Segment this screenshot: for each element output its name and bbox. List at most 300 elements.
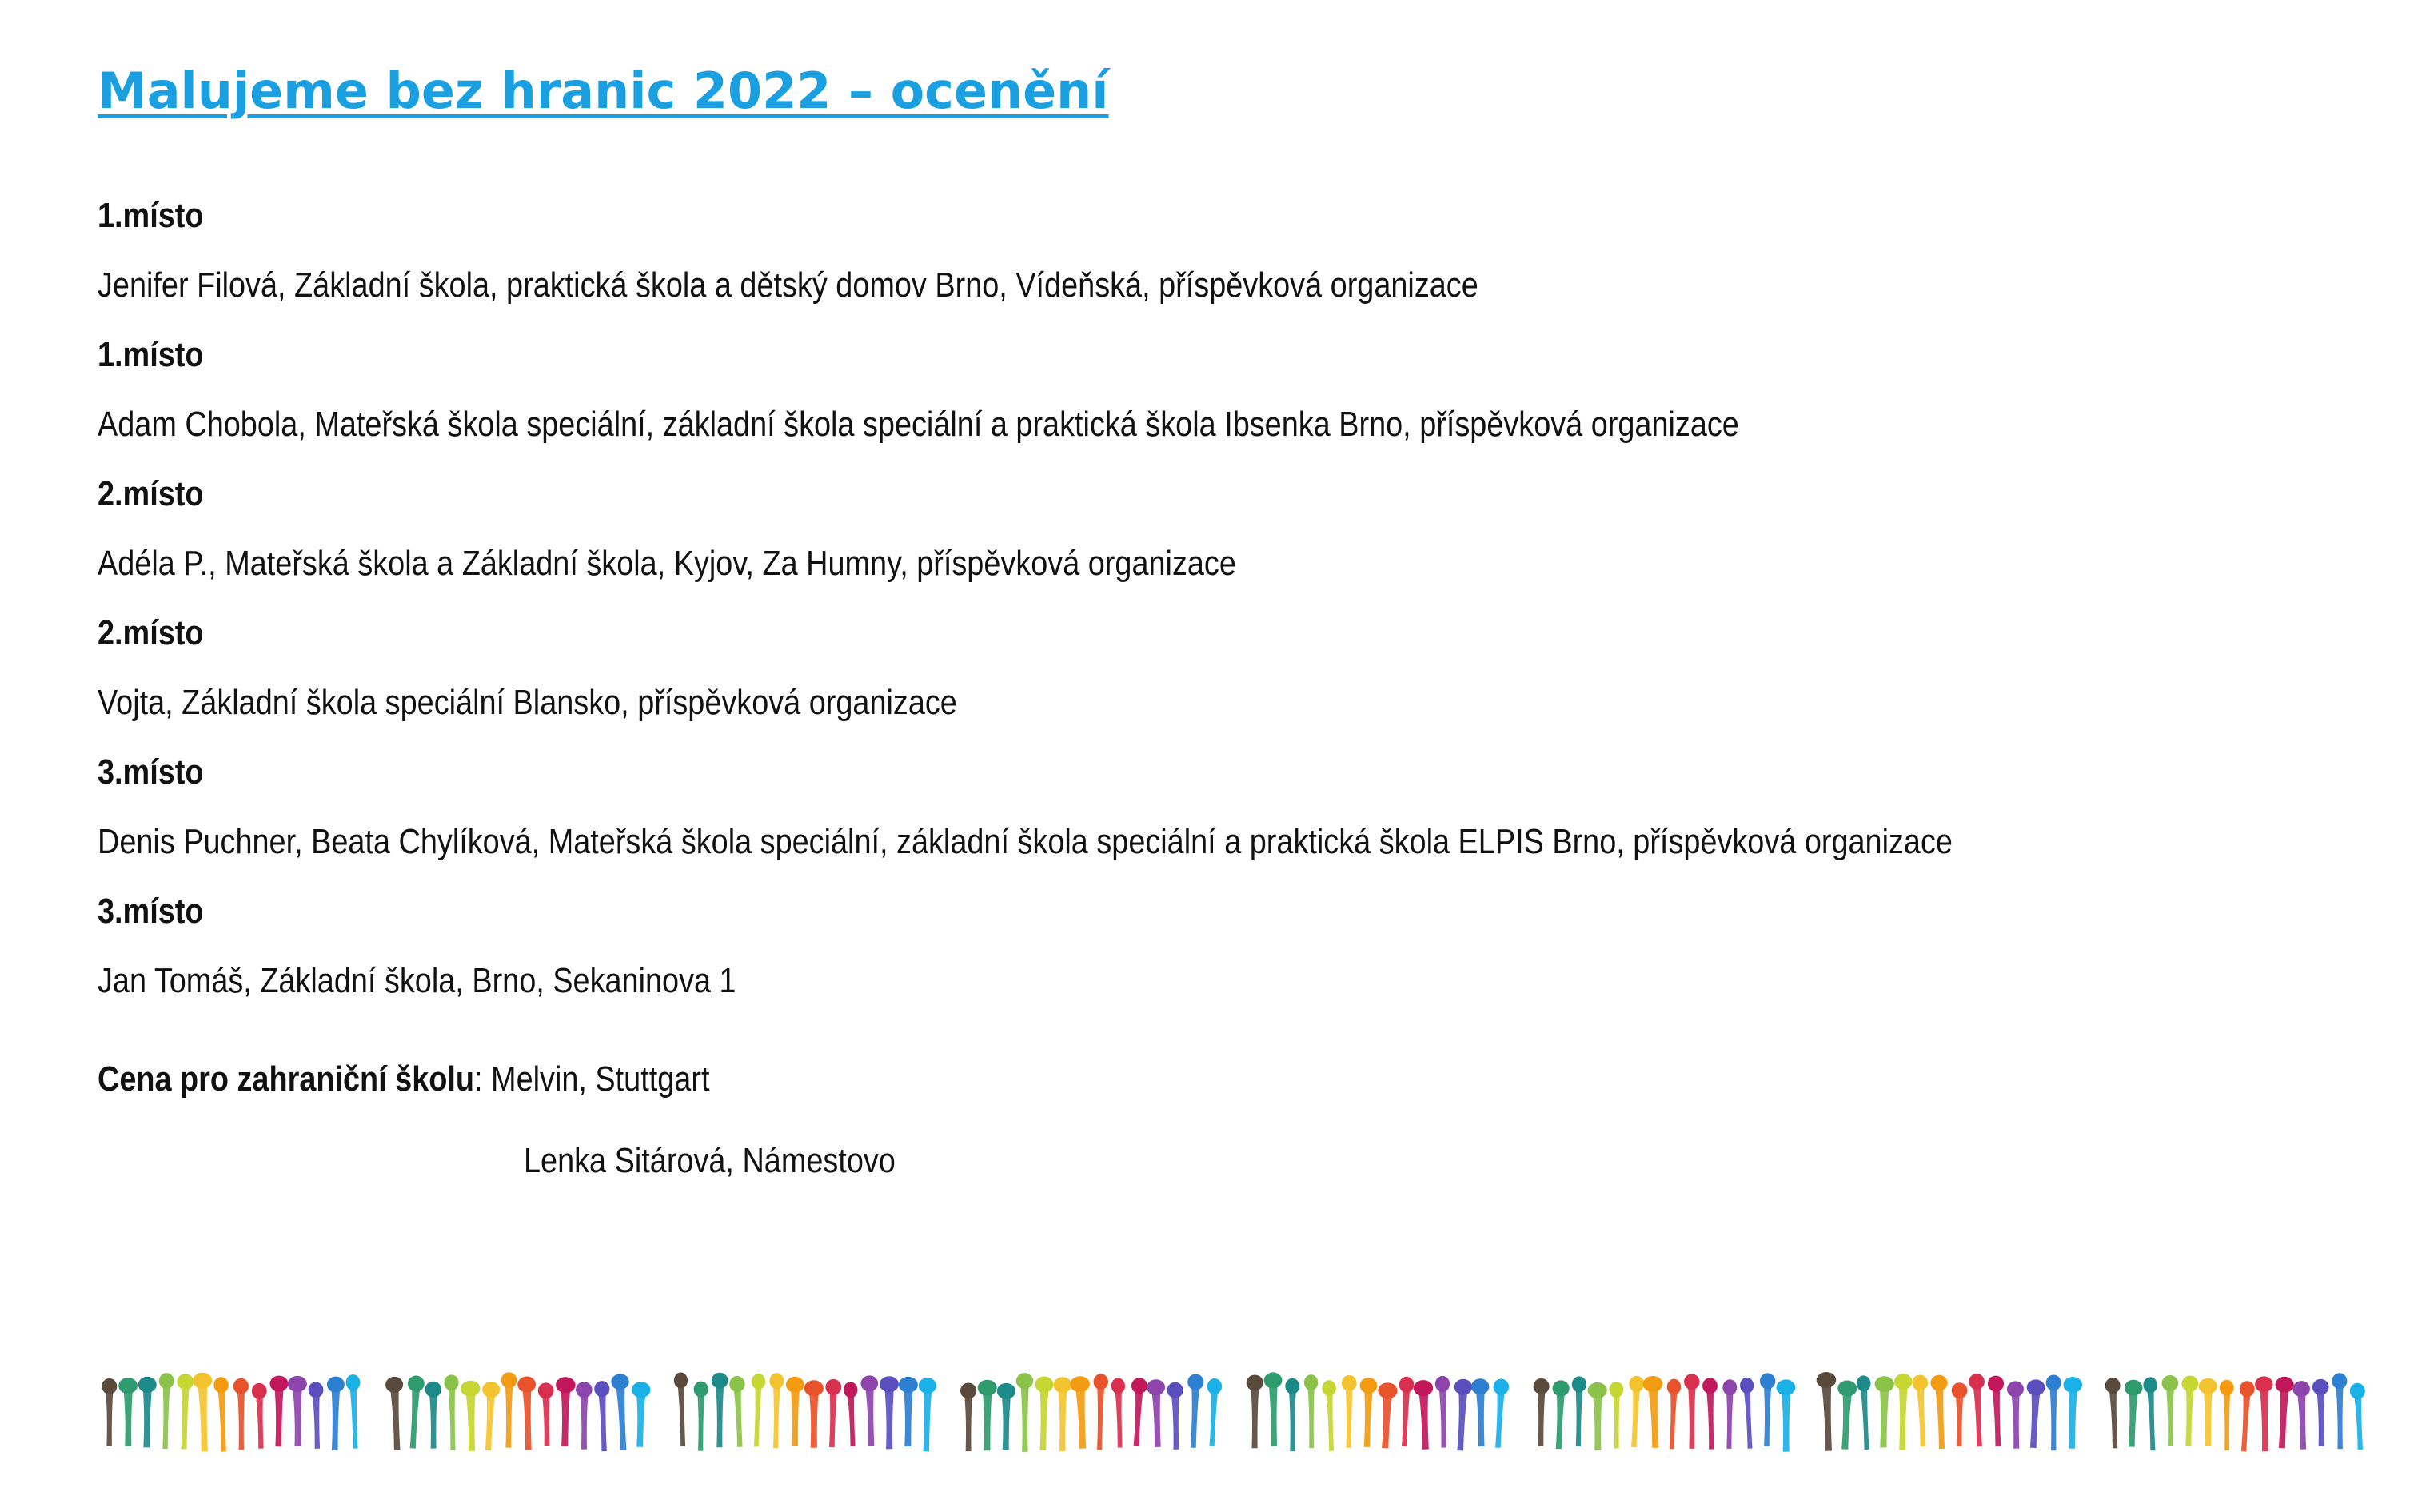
brush-stroke-mark — [2123, 1379, 2143, 1447]
brush-stroke-head — [1930, 1374, 1948, 1391]
brush-stroke-mark — [1609, 1382, 1623, 1448]
brush-stroke-mark — [1988, 1375, 2007, 1446]
award-winner: Jenifer Filová, Základní škola, praktická škola a dětský domov Brno, Vídeňská, příspěvková organizace — [98, 265, 1478, 305]
brush-stroke-head — [1131, 1378, 1148, 1394]
brush-stroke-body — [716, 1381, 724, 1448]
brush-stroke-head — [2220, 1380, 2234, 1396]
brush-stroke-head — [729, 1376, 745, 1393]
brush-stroke-mark — [1533, 1378, 1550, 1446]
brush-stroke-mark — [345, 1374, 362, 1449]
brush-stroke-mark — [824, 1379, 842, 1448]
brush-stroke-mark — [899, 1377, 918, 1446]
brush-stroke-head — [1776, 1379, 1795, 1395]
brush-stroke-head — [2199, 1378, 2217, 1394]
brush-stroke-head — [159, 1373, 174, 1389]
brush-stroke-body — [1307, 1382, 1315, 1448]
brush-stroke-mark — [517, 1376, 538, 1450]
foreign-prize-winner: Melvin, Stuttgart — [491, 1059, 710, 1099]
brush-stroke-body — [598, 1389, 608, 1451]
brush-stroke-mark — [729, 1376, 748, 1448]
brush-stroke-body — [1151, 1387, 1163, 1447]
brush-stroke-head — [712, 1373, 728, 1389]
brush-stroke-mark — [461, 1380, 482, 1451]
brush-stroke-head — [1894, 1374, 1913, 1390]
brush-stroke-mark — [269, 1376, 288, 1447]
brush-stroke-head — [1666, 1378, 1681, 1395]
brush-stroke-body — [1647, 1384, 1661, 1448]
brush-stroke-mark — [1304, 1374, 1319, 1448]
brush-stroke-head — [517, 1376, 536, 1393]
brush-stroke-head — [1534, 1378, 1550, 1394]
brush-stroke-head — [308, 1382, 323, 1398]
brush-stroke-mark — [102, 1378, 117, 1446]
brush-stroke-body — [1268, 1380, 1279, 1446]
brush-stroke-head — [1988, 1375, 2005, 1392]
brush-stroke-head — [1207, 1378, 1222, 1395]
brush-stroke-body — [1668, 1386, 1678, 1449]
brush-stroke-mark — [1912, 1374, 1931, 1446]
brush-stroke-head — [461, 1380, 481, 1397]
award-entry — [98, 598, 2376, 737]
brush-stroke-mark — [786, 1377, 804, 1446]
brush-stroke-mark — [1951, 1382, 1967, 1446]
brush-stroke-mark — [1263, 1372, 1283, 1446]
brush-stroke-head — [2332, 1373, 2347, 1389]
brush-stroke-head — [118, 1378, 138, 1394]
brush-stroke-head — [1285, 1378, 1299, 1394]
brush-stroke-head — [2007, 1381, 2024, 1397]
brush-stroke-mark — [1776, 1379, 1795, 1451]
brush-stroke-head — [233, 1378, 249, 1394]
brush-stroke-body — [1039, 1384, 1050, 1450]
brush-stroke-mark — [1969, 1374, 1988, 1447]
brush-stroke-body — [1132, 1386, 1143, 1446]
award-place: 1.místo — [98, 335, 204, 374]
brush-stroke-mark — [444, 1374, 461, 1450]
brush-stroke-mark — [1684, 1374, 1700, 1449]
brush-stroke-head — [2349, 1382, 2365, 1399]
brush-stroke-mark — [1642, 1375, 1666, 1448]
brush-stroke-body — [522, 1384, 533, 1450]
brush-stroke-mark — [480, 1382, 501, 1451]
brush-stroke-head — [482, 1382, 501, 1398]
brush-stroke-head — [1760, 1373, 1776, 1389]
brush-stroke-body — [847, 1390, 856, 1446]
brush-stroke-body — [2223, 1388, 2231, 1450]
brush-stroke-body — [2011, 1389, 2021, 1449]
brush-stroke-body — [1001, 1391, 1011, 1450]
brush-stroke-body — [697, 1390, 705, 1451]
brush-stroke-head — [1247, 1374, 1263, 1390]
brush-stroke-mark — [385, 1376, 406, 1450]
brush-stroke-body — [106, 1386, 114, 1446]
brush-stroke-body — [198, 1381, 210, 1452]
brush-stroke-body — [635, 1390, 646, 1447]
brush-stroke-mark — [1092, 1374, 1108, 1450]
brush-stroke-mark — [233, 1378, 249, 1450]
brush-stroke-body — [1345, 1383, 1353, 1448]
brush-stroke-mark — [2143, 1377, 2160, 1450]
brush-stroke-body — [903, 1385, 913, 1446]
brush-stroke-mark — [1111, 1378, 1127, 1448]
brush-stroke-head — [1493, 1378, 1510, 1395]
brush-stroke-mark — [594, 1381, 612, 1452]
brush-stroke-body — [1630, 1384, 1641, 1448]
brush-stroke-body — [1380, 1390, 1393, 1448]
brush-stroke-head — [843, 1382, 857, 1398]
brush-stroke-head — [385, 1376, 404, 1393]
brush-stroke-body — [2240, 1389, 2251, 1452]
brush-stroke-body — [982, 1388, 992, 1451]
brush-stroke-body — [292, 1384, 303, 1446]
brush-stroke-mark — [880, 1376, 900, 1449]
brush-stroke-head — [960, 1382, 976, 1398]
brush-stroke-mark — [1471, 1378, 1490, 1446]
brush-stroke-mark — [1054, 1377, 1072, 1451]
brush-stroke-body — [1973, 1382, 1984, 1447]
brush-stroke-mark — [2046, 1374, 2061, 1450]
brush-stroke-head — [213, 1377, 229, 1394]
brush-stroke-body — [1743, 1386, 1754, 1449]
award-entry — [98, 459, 2376, 598]
brush-stroke-body — [255, 1391, 265, 1449]
brush-stroke-head — [177, 1374, 194, 1390]
foreign-prize-separator: : — [474, 1059, 483, 1099]
brush-stroke-head — [1322, 1380, 1336, 1397]
brush-stroke-body — [2147, 1385, 2157, 1450]
brush-stroke-head — [1912, 1374, 1929, 1391]
brush-stroke-body — [964, 1390, 973, 1451]
brush-stroke-mark — [1016, 1373, 1034, 1452]
brush-stroke-body — [349, 1382, 360, 1449]
brush-stroke-body — [2203, 1386, 2213, 1446]
brush-stroke-head — [674, 1372, 688, 1389]
brush-stroke-body — [1860, 1383, 1870, 1450]
brush-stroke-body — [2029, 1387, 2041, 1448]
brush-stroke-head — [860, 1375, 878, 1392]
brush-stroke-body — [1189, 1382, 1199, 1448]
brush-stroke-mark — [2349, 1382, 2368, 1450]
brush-stroke-head — [786, 1377, 804, 1393]
brush-stroke-body — [389, 1385, 401, 1450]
brush-stroke-body — [753, 1382, 762, 1447]
brush-stroke-mark — [1873, 1376, 1894, 1448]
brush-stroke-mark — [1626, 1375, 1645, 1447]
brush-stroke-mark — [555, 1377, 575, 1446]
brush-stroke-head — [576, 1382, 593, 1398]
brush-stroke-head — [345, 1374, 361, 1391]
brush-stroke-head — [825, 1379, 841, 1395]
award-place: 2.místo — [98, 474, 204, 513]
award-winner: Adam Chobola, Mateřská škola speciální, základní škola speciální a praktická škola Ibsenka Brno, příspěvková organizace — [98, 405, 1739, 444]
brush-stroke-mark — [768, 1373, 784, 1448]
brush-stroke-head — [2063, 1377, 2082, 1393]
brush-stroke-mark — [750, 1374, 766, 1447]
brush-stroke-body — [2127, 1388, 2138, 1447]
brush-stroke-body — [884, 1384, 895, 1449]
brush-stroke-head — [804, 1380, 824, 1396]
brush-stroke-head — [252, 1382, 267, 1399]
brush-stroke-mark — [978, 1380, 997, 1451]
brush-stroke-mark — [1587, 1382, 1607, 1450]
brush-stroke-head — [1147, 1379, 1165, 1396]
brush-stroke-mark — [1759, 1373, 1776, 1446]
brush-stroke-head — [1263, 1372, 1282, 1388]
brush-stroke-body — [828, 1387, 837, 1447]
brush-stroke-head — [1054, 1377, 1072, 1393]
brush-stroke-body — [217, 1385, 228, 1452]
brush-stroke-head — [2046, 1374, 2061, 1390]
brush-stroke-head — [1359, 1378, 1377, 1394]
brush-stroke-head — [1856, 1375, 1871, 1392]
brush-stroke-body — [1095, 1382, 1104, 1450]
brush-stroke-mark — [252, 1382, 269, 1448]
brush-stroke-head — [769, 1373, 784, 1389]
brush-stroke-mark — [405, 1375, 425, 1449]
brush-stroke-body — [505, 1380, 513, 1447]
brush-stroke-mark — [631, 1382, 651, 1447]
brush-stroke-body — [2316, 1387, 2326, 1446]
brush-stroke-head — [1016, 1373, 1034, 1389]
brush-stroke-mark — [1167, 1382, 1184, 1450]
brush-stroke-body — [1289, 1386, 1297, 1452]
brush-stroke-mark — [1836, 1380, 1857, 1450]
brush-stroke-body — [808, 1388, 819, 1447]
brush-stroke-body — [677, 1380, 687, 1446]
brush-stroke-body — [142, 1385, 152, 1448]
brush-stroke-mark — [1740, 1377, 1758, 1449]
brush-stroke-mark — [1185, 1374, 1203, 1448]
brush-stroke-head — [193, 1372, 213, 1389]
brush-stroke-mark — [2025, 1379, 2045, 1448]
brush-stroke-body — [1781, 1387, 1791, 1451]
brush-stroke-mark — [1359, 1378, 1378, 1447]
brush-stroke-body — [1992, 1383, 2003, 1446]
brush-stroke-mark — [138, 1377, 157, 1448]
brush-stroke-body — [2165, 1383, 2175, 1446]
brush-stroke-body — [2049, 1382, 2057, 1450]
brush-stroke-body — [1554, 1388, 1566, 1449]
brush-stroke-head — [538, 1382, 554, 1398]
brush-stroke-head — [2255, 1376, 2273, 1392]
brush-stroke-mark — [1856, 1375, 1873, 1450]
brush-stroke-head — [1378, 1382, 1398, 1399]
brush-stroke-mark — [1285, 1378, 1299, 1452]
brush-stroke-body — [922, 1386, 932, 1451]
foreign-prize-winner: Lenka Sitárová, Námestovo — [524, 1141, 896, 1180]
brush-stroke-head — [1187, 1374, 1204, 1390]
brush-stroke-body — [484, 1390, 496, 1450]
brush-stroke-body — [274, 1384, 284, 1447]
brush-stroke-mark — [1702, 1378, 1719, 1450]
award-place: 1.místo — [98, 196, 204, 235]
brush-stroke-mark — [1722, 1379, 1738, 1449]
brush-stroke-mark — [308, 1382, 325, 1449]
brush-stroke-head — [632, 1382, 651, 1398]
brush-stroke-mark — [176, 1374, 194, 1450]
brush-stroke-body — [1418, 1388, 1431, 1450]
brush-stroke-head — [425, 1382, 442, 1398]
brush-stroke-body — [1075, 1384, 1088, 1449]
foreign-prize-line — [98, 1044, 709, 1114]
brush-stroke-mark — [213, 1377, 231, 1452]
brush-stroke-body — [123, 1386, 134, 1446]
brush-stroke-mark — [2105, 1378, 2122, 1449]
brush-stroke-mark — [158, 1373, 174, 1449]
brush-stroke-body — [1537, 1386, 1546, 1446]
brush-stroke-mark — [712, 1373, 728, 1448]
brush-stroke-head — [1435, 1376, 1450, 1392]
brush-stroke-mark — [611, 1374, 632, 1450]
brush-stroke-body — [1574, 1384, 1582, 1446]
brush-stroke-body — [330, 1385, 340, 1451]
brush-stroke-head — [408, 1375, 425, 1392]
brush-stroke-head — [1740, 1377, 1754, 1394]
brush-stroke-body — [1363, 1386, 1373, 1447]
brush-stroke-body — [541, 1390, 551, 1446]
brush-stroke-head — [594, 1381, 610, 1398]
brush-stroke-body — [772, 1381, 781, 1448]
brush-stroke-mark — [1665, 1378, 1681, 1449]
brush-stroke-head — [1093, 1374, 1108, 1390]
brush-stroke-mark — [1034, 1376, 1053, 1450]
brush-stroke-head — [1471, 1378, 1490, 1395]
award-winner: Denis Puchner, Beata Chylíková, Mateřská škola speciální, základní škola speciální a praktická škola ELPIS Brno, příspěvková organizace — [98, 822, 1953, 861]
document-title: Malujeme bez hranic 2022 – ocenění — [98, 62, 1109, 120]
brush-stroke-head — [1111, 1378, 1126, 1394]
award-place: 3.místo — [98, 752, 204, 792]
brush-stroke-body — [1456, 1386, 1468, 1450]
brush-stroke-mark — [1322, 1380, 1339, 1451]
brush-stroke-body — [1878, 1384, 1889, 1447]
brush-stroke-mark — [2062, 1377, 2082, 1449]
brush-stroke-mark — [1893, 1374, 1912, 1450]
brush-stroke-body — [409, 1383, 421, 1448]
brush-stroke-head — [1969, 1374, 1985, 1390]
brush-stroke-mark — [501, 1372, 517, 1447]
brush-stroke-mark — [538, 1382, 556, 1446]
brush-stroke-mark — [1413, 1380, 1435, 1450]
brush-stroke-head — [1629, 1375, 1645, 1392]
brush-stroke-head — [880, 1376, 899, 1392]
brush-stroke-mark — [693, 1382, 708, 1451]
brush-stroke-body — [465, 1389, 477, 1451]
brush-stroke-head — [2181, 1375, 2198, 1391]
brush-stroke-body — [616, 1382, 628, 1450]
brush-stroke-head — [1722, 1379, 1737, 1395]
brush-stroke-mark — [2236, 1381, 2255, 1452]
brush-stroke-body — [1916, 1382, 1927, 1446]
brush-stroke-head — [2143, 1377, 2157, 1394]
brush-stroke-head — [978, 1380, 997, 1396]
award-entry — [98, 320, 2376, 459]
brush-stroke-head — [2312, 1379, 2329, 1395]
brush-stroke-mark — [860, 1375, 880, 1446]
award-place: 3.místo — [98, 892, 204, 931]
brush-stroke-body — [2353, 1390, 2364, 1450]
brush-stroke-head — [2125, 1379, 2143, 1396]
brush-stroke-mark — [917, 1378, 936, 1452]
brush-stroke-mark — [1571, 1376, 1586, 1446]
brush-stroke-head — [1572, 1376, 1586, 1392]
foreign-prize-label: Cena pro zahraniční školu — [98, 1059, 475, 1099]
brush-stroke-head — [138, 1377, 157, 1393]
brush-stroke-body — [2277, 1385, 2289, 1449]
brush-stroke-body — [1058, 1385, 1067, 1451]
brush-stroke-mark — [2161, 1375, 2179, 1446]
brush-stroke-body — [1688, 1382, 1697, 1449]
brush-stroke-body — [1020, 1381, 1030, 1452]
brush-stroke-body — [180, 1382, 190, 1449]
brush-stroke-head — [611, 1374, 629, 1390]
brush-stroke-mark — [1397, 1377, 1414, 1446]
brush-stroke-body — [1840, 1388, 1852, 1450]
brush-stroke-body — [733, 1384, 744, 1447]
brush-stroke-mark — [2007, 1381, 2025, 1449]
brush-stroke-head — [327, 1376, 345, 1392]
brush-stroke-body — [2109, 1386, 2119, 1449]
brush-stroke-head — [288, 1376, 308, 1392]
award-entry — [98, 876, 2376, 1015]
brush-stroke-body — [1613, 1390, 1621, 1448]
brush-stroke-head — [1454, 1378, 1472, 1395]
award-winner: Jan Tomáš, Základní škola, Brno, Sekaninova 1 — [98, 961, 736, 1000]
brush-stroke-body — [1171, 1390, 1180, 1450]
paint-brush-stroke-border-icon — [0, 1359, 2426, 1471]
brush-stroke-head — [1304, 1374, 1319, 1390]
brush-stroke-mark — [1490, 1378, 1510, 1448]
brush-stroke-mark — [193, 1372, 215, 1452]
brush-stroke-mark — [2292, 1381, 2312, 1450]
brush-stroke-body — [790, 1385, 800, 1446]
brush-stroke-mark — [1816, 1372, 1838, 1451]
brush-stroke-mark — [2312, 1379, 2330, 1446]
brush-stroke-head — [752, 1374, 766, 1390]
brush-stroke-mark — [1070, 1376, 1093, 1450]
brush-stroke-mark — [118, 1378, 138, 1446]
brush-stroke-body — [560, 1385, 571, 1446]
brush-stroke-body — [865, 1383, 876, 1446]
brush-stroke-mark — [1435, 1376, 1451, 1448]
awards-list — [98, 181, 2376, 1015]
brush-stroke-head — [2292, 1381, 2310, 1398]
brush-stroke-head — [997, 1383, 1015, 1399]
brush-stroke-body — [1592, 1390, 1603, 1450]
award-place: 2.místo — [98, 613, 204, 652]
brush-stroke-head — [556, 1377, 576, 1393]
brush-stroke-head — [2026, 1379, 2045, 1396]
brush-stroke-mark — [2199, 1378, 2218, 1446]
brush-stroke-head — [1837, 1380, 1857, 1397]
brush-stroke-mark — [288, 1376, 309, 1446]
brush-stroke-mark — [2181, 1375, 2199, 1446]
brush-stroke-head — [444, 1374, 459, 1390]
brush-stroke-body — [1763, 1381, 1772, 1446]
brush-stroke-mark — [2255, 1376, 2274, 1451]
brush-stroke-body — [1115, 1386, 1124, 1447]
brush-stroke-head — [1587, 1382, 1606, 1398]
brush-stroke-body — [580, 1390, 589, 1450]
award-winner: Vojta, Základní škola speciální Blansko, příspěvková organizace — [98, 683, 957, 722]
brush-stroke-mark — [1451, 1378, 1472, 1450]
brush-stroke-mark — [576, 1382, 593, 1450]
brush-stroke-head — [1816, 1372, 1836, 1389]
brush-stroke-head — [694, 1382, 708, 1398]
brush-stroke-head — [1684, 1374, 1699, 1390]
brush-stroke-mark — [1550, 1380, 1570, 1449]
brush-stroke-mark — [1342, 1375, 1357, 1448]
brush-stroke-body — [1475, 1386, 1486, 1446]
